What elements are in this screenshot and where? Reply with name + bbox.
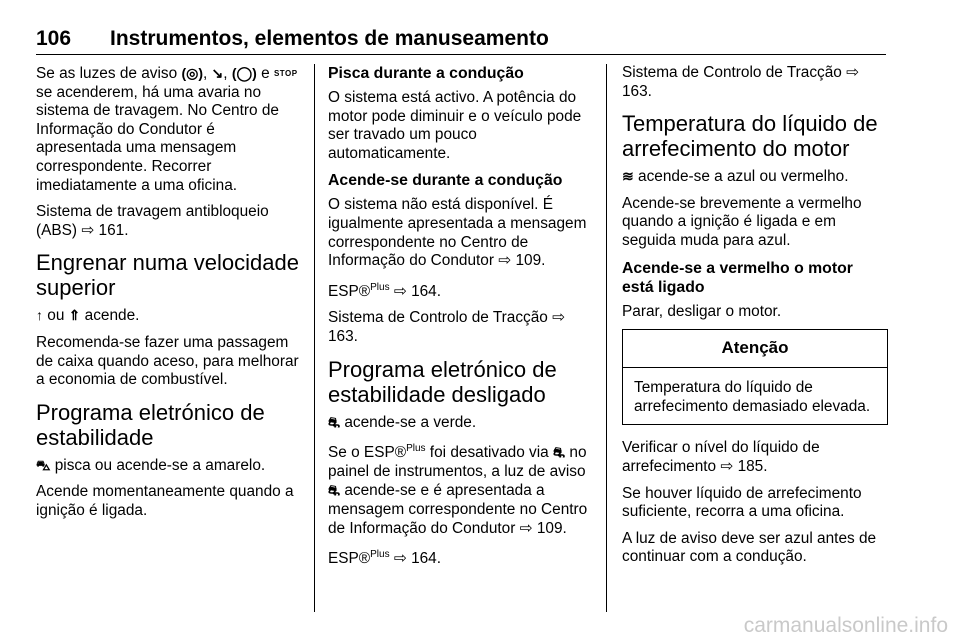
page-link[interactable]: 109. [515, 252, 546, 270]
page-link[interactable]: 109. [536, 519, 567, 537]
stop-engine-paragraph: Parar, desligar o motor. [622, 302, 782, 320]
page-link[interactable]: 164. [411, 550, 442, 568]
esp-deactivated-paragraph: Se o ESP®$^{Plus}$ foi desativado via ⛐ no painel de instrumentos, a luz de aviso ⛐ acende-se e é apresentada a mensagem correspondente no Centro de Informação do Condutor ⇨ 109. [328, 443, 588, 537]
abs-reference: Sistema de travagem antibloqueio (ABS) ⇨ 161. [36, 203, 269, 239]
column-1 [36, 64, 302, 529]
page-link[interactable]: 185. [737, 457, 768, 475]
column-divider [606, 64, 607, 612]
esp-paragraph: ⛍ pisca ou acende-se a amarelo. [36, 456, 266, 474]
column-2 [328, 64, 596, 577]
upshift-recommendation: Recomenda-se fazer uma passagem de caixa quando aceso, para melhorar a economia de combustível. [36, 333, 299, 389]
abs-warning-icon: (◎) [181, 65, 203, 81]
section-heading-coolant: Temperatura do líquido de arrefecimento do motor [622, 111, 878, 162]
esp-off-icon: ⛐ [328, 482, 341, 499]
esp-plus-reference: ESP®$^{Plus}$ ⇨ 164. [328, 549, 442, 568]
caution-box [622, 329, 888, 425]
brake-warning-paragraph: Se as luzes de aviso (◎), ↘, (◯) e STOP se acenderem, há uma avaria no sistema de travagem. No Centro de Informação do Condutor é apresentada uma mensagem correspondente. Recorrer imediatamente a uma oficina. [36, 65, 298, 194]
sufficient-coolant-paragraph: Se houver líquido de arrefecimento suficiente, recorra a uma oficina. [622, 484, 862, 521]
esp-off-icon: ⛐ [553, 444, 566, 461]
upshift-paragraph: ↑ ou ⇑ acende. [36, 307, 140, 325]
caution-title: Atenção [623, 330, 887, 368]
blinking-paragraph: O sistema está activo. A potência do motor pode diminuir e o veículo pode ser travado um pouco automaticamente. [328, 89, 582, 162]
check-coolant-paragraph: Verificar o nível do líquido de arrefecimento ⇨ 185. [622, 439, 820, 475]
subheading-blinking: Pisca durante a condução [328, 65, 524, 82]
page-link[interactable]: 163. [622, 82, 652, 100]
ref-arrow-icon: ⇨ [552, 309, 566, 327]
esp-plus-reference: ESP®$^{Plus}$ ⇨ 164. [328, 281, 442, 300]
ref-arrow-icon: ⇨ [393, 550, 407, 568]
watermark: carmanualsonline.info [743, 614, 948, 637]
coolant-paragraph: ≋ acende-se a azul ou vermelho. [622, 168, 849, 186]
section-heading-esp-off: Programa eletrónico de estabilidade desligado [328, 356, 557, 407]
subheading-red-engine-on: Acende-se a vermelho o motor está ligado [622, 259, 853, 296]
page-link[interactable]: 163. [328, 327, 358, 345]
coolant-ignition-paragraph: Acende-se brevemente a vermelho quando a ignição é ligada e em seguida muda para azul. [622, 194, 862, 249]
page-link[interactable]: 161. [98, 221, 129, 239]
caution-text: Temperatura do líquido de arrefecimento demasiado elevada. [634, 379, 871, 415]
traction-control-reference: Sistema de Controlo de Tracção ⇨ 163. [622, 64, 860, 100]
stop-icon: STOP [273, 69, 298, 78]
wrench-icon: ↘ [211, 65, 224, 81]
esp-car-icon: ⛍ [36, 456, 51, 473]
esp-off-paragraph: ⛐ acende-se a verde. [328, 413, 477, 431]
subheading-lit: Acende-se durante a condução [328, 172, 563, 190]
ref-arrow-icon: ⇨ [519, 519, 533, 537]
ref-arrow-icon: ⇨ [81, 221, 95, 239]
esp-ignition-paragraph: Acende momentaneamente quando a ignição é ligada. [36, 483, 294, 519]
column-3 [622, 64, 888, 575]
column-divider [314, 64, 315, 612]
blue-light-paragraph: A luz de aviso deve ser azul antes de continuar com a condução. [622, 529, 877, 566]
ref-arrow-icon: ⇨ [720, 457, 734, 475]
page-header [36, 26, 886, 55]
upshift-double-arrow-icon: ⇑ [68, 307, 81, 324]
coolant-temperature-icon: ≋ [622, 168, 634, 185]
section-heading-esp: Programa eletrónico de estabilidade [36, 399, 265, 450]
lit-paragraph: O sistema não está disponível. É igualmente apresentada a mensagem correspondente no Centro de Informação do Condutor ⇨ 109. [328, 196, 587, 270]
ref-arrow-icon: ⇨ [498, 252, 512, 270]
page-link[interactable]: 164. [411, 282, 442, 300]
ref-arrow-icon: ⇨ [846, 64, 860, 81]
brake-icon: (◯) [231, 65, 257, 81]
esp-off-icon: ⛐ [328, 413, 341, 430]
traction-control-reference: Sistema de Controlo de Tracção ⇨ 163. [328, 309, 566, 345]
ref-arrow-icon: ⇨ [393, 282, 407, 300]
chapter-title: Instrumentos, elementos de manuseamento [110, 27, 549, 50]
page-number: 106 [36, 27, 72, 50]
section-heading-upshift: Engrenar numa velocidade superior [36, 250, 299, 301]
upshift-arrow-icon: ↑ [36, 307, 43, 324]
